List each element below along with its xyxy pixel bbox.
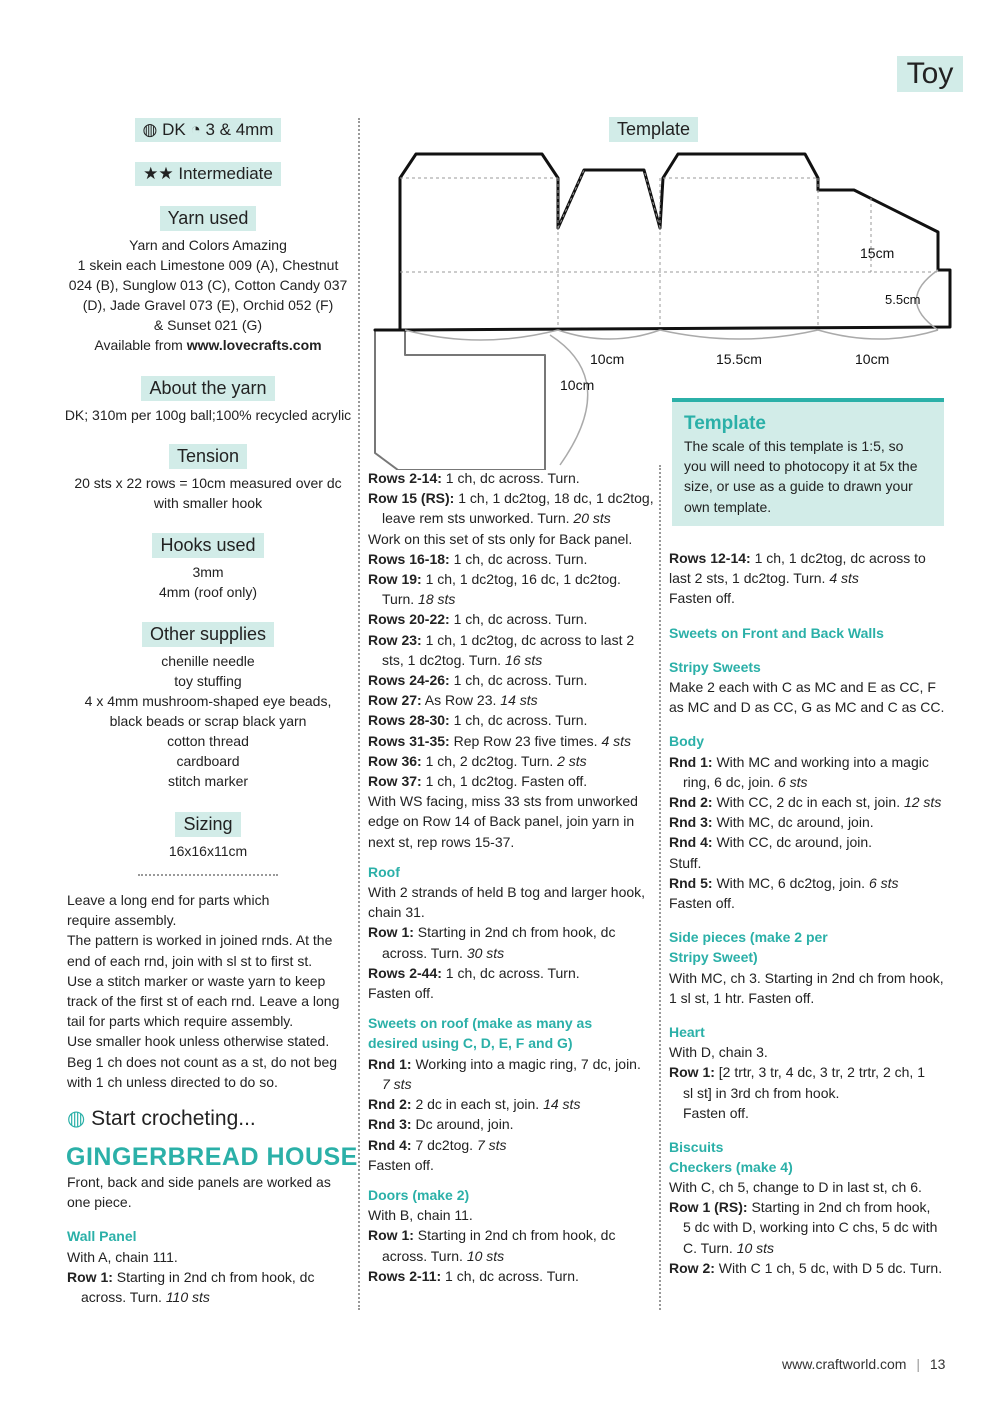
yarn-used-heading: Yarn used xyxy=(160,206,257,231)
pattern-row: Row 19: 1 ch, 1 dc2tog, 16 dc, 1 dc2tog. xyxy=(368,571,621,588)
dim-15-5cm: 15.5cm xyxy=(716,351,762,367)
tension-heading: Tension xyxy=(169,444,247,469)
dim-10cm-b: 10cm xyxy=(855,351,890,367)
pattern-row: Rows 31-35: Rep Row 23 five times. 4 sts xyxy=(368,732,632,749)
pattern-row: Work on this set of sts only for Back panel. xyxy=(368,530,633,547)
pattern-row: Row 1 (RS): Starting in 2nd ch from hook, xyxy=(669,1199,931,1216)
biscuits-heading: Biscuits xyxy=(669,1139,724,1156)
template-info-box: Template The scale of this template is 1:5, so you will need to photocopy it at 5x the size, or use as a guide to drawn your own template. xyxy=(672,398,944,526)
pattern-row: Row 1: Starting in 2nd ch from hook, dc xyxy=(368,924,616,941)
pattern-row: Fasten off. xyxy=(368,1156,434,1173)
pattern-row: Rows 20-22: 1 ch, dc across. Turn. xyxy=(368,611,588,628)
dim-15cm: 15cm xyxy=(860,245,895,261)
right-column: Rows 12-14: 1 ch, 1 dc2tog, dc across to last 2 sts, 1 dc2tog. Turn. 4 sts Fasten off. Sweets on Front and Back Walls Stripy Sweets Make 2 each with C as MC and E as CC, F as MC and D as CC, G as MC and C as CC. Body Rnd 1: With MC and working into a magic ring, 6 dc, join. 6 sts Rnd 2: With CC, 2 dc in each st, join. 12 sts Rnd 3: With MC, dc around, join. Rnd 4: With CC, dc around, join. Stuff. Rnd 5: With MC, 6 dc2tog, join. 6 sts Fasten off. Side pieces (make 2 per Stripy Sweet) With MC, ch 3. Starting in 2nd ch from hook, 1 sl st, 1 htr. Fasten off. Heart With D, chain 3. Row 1: [2 trtr, 3 tr, 4 dc, 3 tr, 2 trtr, 2 ch, 1 sl st] in 3rd ch from hook. Fasten off. Biscuits Checkers (make 4) With C, ch 5, change to D in last st, ch 6. Row 1 (RS): Starting in 2nd ch from hook, 5 dc with D, working into C chs, 5 dc with C. Turn. 10 sts Row 2: With C 1 ch, 5 dc, with D 5 dc. Turn. xyxy=(669,548,959,1278)
pattern-row: sl st] in 3rd ch from hook. xyxy=(683,1084,840,1101)
pattern-row: Fasten off. xyxy=(368,985,434,1002)
roof-heading: Roof xyxy=(368,863,400,880)
pattern-row: Stuff. xyxy=(669,854,702,871)
pattern-row: Rows 2-11: 1 ch, dc across. Turn. xyxy=(368,1267,579,1284)
pattern-row: With C, ch 5, change to D in last st, ch 6. xyxy=(669,1179,922,1196)
pattern-row: Fasten off. xyxy=(683,1104,749,1121)
pattern-row: last 2 sts, 1 dc2tog. Turn. 4 sts xyxy=(669,570,859,587)
pattern-row: next st, rep rows 15-37. xyxy=(368,833,515,850)
pattern-row: Rows 24-26: 1 ch, dc across. Turn. xyxy=(368,672,588,689)
lovecrafts-link[interactable]: www.lovecrafts.com xyxy=(186,337,322,353)
about-yarn-heading: About the yarn xyxy=(141,376,274,401)
about-yarn-section: About the yarn DK; 310m per 100g ball;100% recycled acrylic xyxy=(64,378,352,423)
pattern-row: Row 36: 1 ch, 2 dc2tog. Turn. 2 sts xyxy=(368,752,587,769)
pattern-row: Rows 16-18: 1 ch, dc across. Turn. xyxy=(368,550,588,567)
pattern-row: With WS facing, miss 33 sts from unworked xyxy=(368,793,638,810)
fold-lines xyxy=(400,170,938,328)
yarn-weight-tag: ◍ DK ◔ 3 & 4mm xyxy=(58,118,358,142)
pattern-row: Rows 2-14: 1 ch, dc across. Turn. xyxy=(368,470,580,486)
pattern-row: ring, 6 dc, join. 6 sts xyxy=(683,773,808,790)
pattern-row: 7 sts xyxy=(382,1075,412,1092)
stripy-heading: Stripy Sweets xyxy=(669,658,761,675)
pattern-row: Rows 28-30: 1 ch, dc across. Turn. xyxy=(368,712,588,729)
pattern-row: Row 23: 1 ch, 1 dc2tog, dc across to last 2 xyxy=(368,631,635,648)
pattern-row: Fasten off. xyxy=(669,895,735,912)
divider-right xyxy=(659,465,661,1310)
sweets-walls-heading: Sweets on Front and Back Walls xyxy=(669,624,884,641)
pattern-row: Row 1: Starting in 2nd ch from hook, dc xyxy=(368,1227,616,1244)
footer xyxy=(782,1356,945,1372)
pattern-row: With MC, ch 3. Starting in 2nd ch from hook, xyxy=(669,969,944,986)
pattern-row: chain 31. xyxy=(368,904,425,921)
pattern-row: Rnd 2: 2 dc in each st, join. 14 sts xyxy=(368,1096,581,1113)
footer-divider: | xyxy=(916,1356,920,1372)
doors-heading: Doors (make 2) xyxy=(368,1186,470,1203)
pattern-row: edge on Row 14 of Back panel, join yarn in xyxy=(368,813,635,830)
pattern-row: Turn. 18 sts xyxy=(382,591,456,608)
sizing-section: Sizing 16x16x11cm xyxy=(168,814,248,859)
pattern-row: Row 1: [2 trtr, 3 tr, 4 dc, 3 tr, 2 trtr, 2 ch, 1 xyxy=(669,1064,925,1081)
pattern-row: With B, chain 11. xyxy=(368,1207,473,1224)
side-pieces-heading: Side pieces (make 2 per xyxy=(669,929,828,946)
pattern-row: Rnd 1: With MC and working into a magic xyxy=(669,753,929,770)
middle-column: Rows 2-14: 1 ch, dc across. Turn. Row 15 (RS): 1 ch, 1 dc2tog, 18 dc, 1 dc2tog, leave rem sts unworked. Turn. 20 sts Work on this set of sts only for Back panel. Rows 16-18: 1 ch, dc across. Turn. Row 19: 1 ch, 1 dc2tog, 16 dc, 1 dc2tog. Turn. 18 sts Rows 20-22: 1 ch, dc across. Turn. Row 23: 1 ch, 1 dc2tog, dc across to last 2 sts, 1 dc2tog. Turn. 16 sts Rows 24-26: 1 ch, dc across. Turn. Row 27: As Row 23. 14 sts Rows 28-30: 1 ch, dc across. Turn. Rows 31-35: Rep Row 23 five times. 4 sts Row 36: 1 ch, 2 dc2tog. Turn. 2 sts Row 37: 1 ch, 1 dc2tog. Fasten off. With WS facing, miss 33 sts from unworked edge on Row 14 of Back panel, join yarn in next st, rep rows 15-37. Roof With 2 strands of held B tog and larger hook, chain 31. Row 1: Starting in 2nd ch from hook, dc across. Turn. 30 sts Rows 2-44: 1 ch, dc across. Turn. Fasten off. Sweets on roof (make as many as desired using C, D, E, F and G) Rnd 1: Working into a magic ring, 7 dc, join. 7 sts Rnd 2: 2 dc in each st, join. 14 sts Rnd 3: Dc around, join. Rnd 4: 7 dc2tog. 7 sts Fasten off. Doors (make 2) With B, chain 11. Row 1: Starting in 2nd ch from hook, dc across. Turn. 10 sts Rows 2-11: 1 ch, dc across. Turn. xyxy=(368,468,658,1286)
checkers-heading: Checkers (make 4) xyxy=(669,1159,793,1176)
pattern-row: Row 15 (RS): 1 ch, 1 dc2tog, 18 dc, 1 dc2tog, xyxy=(368,490,654,507)
page-number: 13 xyxy=(929,1356,946,1372)
difficulty-tag: ★★ Intermediate xyxy=(58,162,358,186)
pattern-row: across. Turn. 10 sts xyxy=(382,1247,505,1264)
supplies-section: Other supplies chenille needle toy stuffing 4 x 4mm mushroom-shaped eye beads, black beads or scrap black yarn cotton thread cardboard stitch marker xyxy=(84,624,332,789)
template-box-title: Template xyxy=(684,413,767,434)
pattern-row: Rnd 3: With MC, dc around, join. xyxy=(669,814,874,831)
pattern-row: Rnd 1: Working into a magic ring, 7 dc, join. xyxy=(368,1055,641,1072)
pattern-row: Rnd 4: 7 dc2tog. 7 sts xyxy=(368,1136,507,1153)
pattern-row: Rnd 2: With CC, 2 dc in each st, join. 12 sts xyxy=(669,794,942,811)
start-crocheting: ◍ Start crocheting... xyxy=(67,1107,256,1130)
notes-block: Leave a long end for parts which require assembly. The pattern is worked in joined rnds. At the end of each rnd, join with sl st to first st. Use a stitch marker or waste yarn to keep track of the first st of each rnd. Leave a long tail for parts which require assembly. Use smaller hook unless otherwise stated. Beg 1 ch does not count as a st, do not beg with 1 ch unless directed to do so. xyxy=(67,892,340,1090)
dim-10cm-c: 10cm xyxy=(560,377,595,393)
body-heading: Body xyxy=(669,733,704,750)
template-label: Template xyxy=(609,117,698,142)
dim-5-5cm: 5.5cm xyxy=(885,292,921,307)
hooks-section: Hooks used 3mm 4mm (roof only) xyxy=(58,533,358,602)
box-accent-bar xyxy=(672,398,944,402)
hook-icon: ◔ xyxy=(190,120,201,139)
dotted-separator xyxy=(138,874,278,876)
supplies-heading: Other supplies xyxy=(142,622,274,647)
pattern-row: Rnd 4: With CC, dc around, join. xyxy=(669,834,873,851)
heart-heading: Heart xyxy=(669,1024,705,1041)
pattern-row: Row 37: 1 ch, 1 dc2tog. Fasten off. xyxy=(368,773,588,790)
dim-10cm-a: 10cm xyxy=(590,351,625,367)
pattern-row: Rows 2-44: 1 ch, dc across. Turn. xyxy=(368,964,580,981)
sweets-roof-heading: Sweets on roof (make as many as xyxy=(368,1015,593,1032)
hooks-heading: Hooks used xyxy=(152,533,263,558)
pattern-row: Row 27: As Row 23. 14 sts xyxy=(368,692,538,709)
pattern-row: With D, chain 3. xyxy=(669,1044,768,1061)
pattern-row: across. Turn. 30 sts xyxy=(382,944,505,961)
intro-block: Front, back and side panels are worked as one piece. Wall Panel With A, chain 111. Row 1: Starting in 2nd ch from hook, dc across. Turn. 110 sts xyxy=(67,1172,357,1307)
yarn-used-section: Yarn used Yarn and Colors Amazing 1 skein each Limestone 009 (A), Chestnut 024 (B), Sunglow 013 (C), Cotton Candy 037 (D), Jade Gravel 073 (E), Orchid 052 (F) & Sunset 021 (G) Available from www.lovecrafts.com xyxy=(68,208,348,353)
pattern-row: 1 sl st, 1 htr. Fasten off. xyxy=(669,989,815,1006)
pattern-row: Rows 12-14: 1 ch, 1 dc2tog, dc across to xyxy=(669,550,926,566)
sizing-heading: Sizing xyxy=(175,812,240,837)
pattern-row: C. Turn. 10 sts xyxy=(683,1239,775,1256)
pattern-row: Row 2: With C 1 ch, 5 dc, with D 5 dc. Turn. xyxy=(669,1259,943,1276)
pattern-row: With 2 strands of held B tog and larger hook, xyxy=(368,884,646,901)
base-flap xyxy=(375,330,545,470)
pattern-row: Fasten off. xyxy=(669,590,735,607)
pattern-row: 5 dc with D, working into C chs, 5 dc with xyxy=(683,1219,938,1236)
yarn-ball-icon: ◍ xyxy=(67,1107,86,1130)
tension-section: Tension 20 sts x 22 rows = 10cm measured over dc with smaller hook xyxy=(74,446,342,511)
pattern-row: sts, 1 dc2tog. Turn. 16 sts xyxy=(382,651,543,668)
footer-site[interactable]: www.craftworld.com xyxy=(782,1356,907,1372)
pattern-row: Rnd 5: With MC, 6 dc2tog, join. 6 sts xyxy=(669,874,899,891)
pattern-row: leave rem sts unworked. Turn. 20 sts xyxy=(382,510,611,527)
pattern-row: Rnd 3: Dc around, join. xyxy=(368,1116,514,1133)
section-tag: Toy xyxy=(897,56,963,92)
yarn-ball-icon: ◍ xyxy=(142,120,158,139)
pattern-title: GINGERBREAD HOUSE xyxy=(66,1143,358,1171)
star-icon: ★★ xyxy=(143,164,174,183)
wall-panel-heading: Wall Panel xyxy=(67,1228,137,1245)
walls-outline xyxy=(375,154,950,330)
